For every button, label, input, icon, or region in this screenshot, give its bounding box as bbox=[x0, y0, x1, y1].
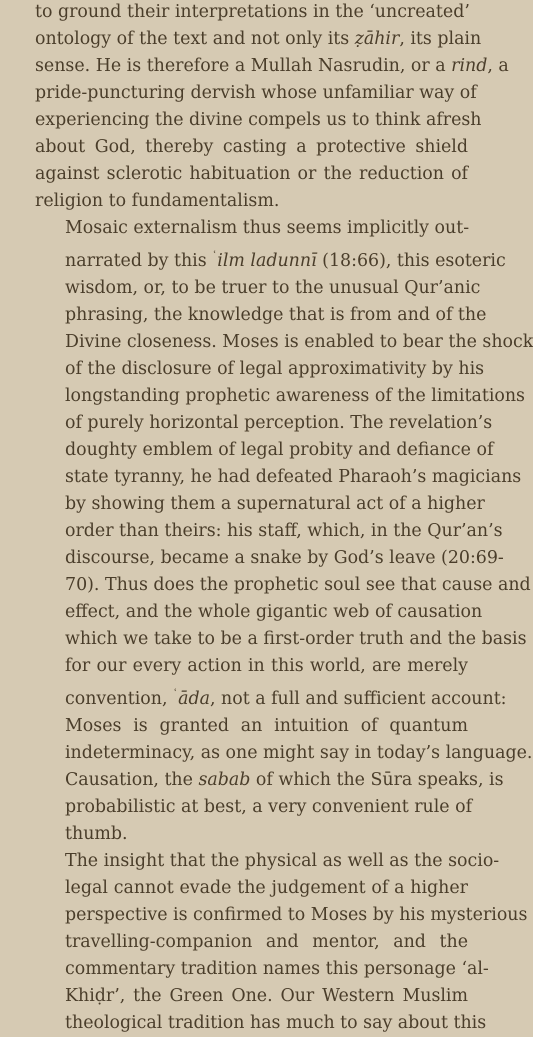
text-line bbox=[35, 545, 504, 572]
text-run: 70). Thus does the prophetic soul see that cause and bbox=[65, 575, 531, 595]
text-line bbox=[35, 767, 504, 794]
text-run: legal cannot evade the judgement of a higher bbox=[65, 878, 468, 898]
text-run: which we take to be a first-order truth and the basis bbox=[65, 629, 527, 649]
text-run: discourse, became a snake by God’s leave (20:69- bbox=[65, 548, 504, 568]
text-line bbox=[35, 848, 500, 875]
text-run: to ground their interpretations in the ‘uncreated’ bbox=[35, 2, 470, 22]
text-run: pride-puncturing dervish whose unfamiliar way of bbox=[35, 83, 477, 103]
text-line bbox=[35, 929, 468, 956]
text-run: convention, bbox=[65, 689, 174, 709]
text-line bbox=[35, 902, 528, 929]
text-line bbox=[35, 383, 525, 410]
text-line bbox=[35, 161, 468, 188]
text-run: , its plain bbox=[399, 29, 482, 49]
text-run: perspective is confirmed to Moses by his mysterious bbox=[65, 905, 528, 925]
text-run: longstanding prophetic awareness of the limitations bbox=[65, 386, 525, 406]
text-run: of purely horizontal perception. The revelation’s bbox=[65, 413, 493, 433]
text-run: of which the Sūra speaks, is bbox=[250, 770, 504, 790]
text-run: of the disclosure of legal approximativity by his bbox=[65, 359, 485, 379]
ayn-mark: ʿ bbox=[174, 688, 178, 699]
text-run: travelling-companion and mentor, and the bbox=[65, 932, 468, 952]
ayn-mark: ʿ bbox=[213, 250, 217, 261]
text-line bbox=[35, 1010, 487, 1037]
text-line bbox=[35, 134, 468, 161]
text-run: , a bbox=[487, 56, 509, 76]
text-run: state tyranny, he had defeated Pharaoh’s magicians bbox=[65, 467, 522, 487]
text-line bbox=[35, 713, 468, 740]
text-run: Mosaic externalism thus seems implicitly out- bbox=[65, 218, 470, 238]
text-run: commentary tradition names this personage ‘al- bbox=[65, 959, 489, 979]
text-line bbox=[35, 464, 522, 491]
text-run: Khiḍr’, the Green One. Our Western Muslim bbox=[65, 986, 468, 1006]
text-run: indeterminacy, as one might say in today’s language. bbox=[65, 743, 533, 763]
text-line bbox=[35, 983, 468, 1010]
text-line bbox=[35, 875, 468, 902]
text-run: against sclerotic habituation or the reduction of bbox=[35, 164, 468, 184]
text-run: phrasing, the knowledge that is from and of the bbox=[65, 305, 487, 325]
text-line bbox=[35, 242, 506, 275]
text-line bbox=[35, 437, 494, 464]
text-line bbox=[35, 794, 473, 821]
text-run: , not a full and sufficient account: bbox=[209, 689, 507, 709]
text-line bbox=[35, 653, 468, 680]
text-run: religion to fundamentalism. bbox=[35, 191, 280, 211]
text-run: (18:66), this esoteric bbox=[316, 251, 506, 271]
text-run: wisdom, or, to be truer to the unusual Qur’anic bbox=[65, 278, 481, 298]
text-run: The insight that the physical as well as the socio- bbox=[65, 851, 500, 871]
text-line bbox=[35, 626, 527, 653]
text-line bbox=[35, 356, 485, 383]
text-line bbox=[35, 572, 531, 599]
text-line bbox=[35, 821, 468, 848]
text-line bbox=[35, 740, 533, 767]
text-line bbox=[35, 107, 482, 134]
text-run: effect, and the whole gigantic web of causation bbox=[65, 602, 483, 622]
italic-term: ẓāhir bbox=[354, 29, 400, 49]
text-line bbox=[35, 410, 493, 437]
text-line bbox=[35, 302, 487, 329]
text-line bbox=[35, 599, 483, 626]
text-run: sense. He is therefore a Mullah Nasrudin, or a bbox=[35, 56, 452, 76]
italic-term: ilm ladunnī bbox=[217, 251, 317, 271]
text-line bbox=[35, 956, 489, 983]
text-run: doughty emblem of legal probity and defiance of bbox=[65, 440, 494, 460]
text-run: probabilistic at best, a very convenient rule of bbox=[65, 797, 473, 817]
text-line bbox=[35, 275, 481, 302]
text-run: theological tradition has much to say about this bbox=[65, 1013, 487, 1033]
text-run: Moses is granted an intuition of quantum bbox=[65, 716, 468, 736]
text-line bbox=[35, 188, 468, 215]
text-line bbox=[35, 26, 482, 53]
text-run: by showing them a supernatural act of a higher bbox=[65, 494, 485, 514]
paragraph-container bbox=[35, 0, 533, 1037]
text-line bbox=[35, 518, 503, 545]
text-line bbox=[35, 80, 477, 107]
text-run: Divine closeness. Moses is enabled to bear the shock bbox=[65, 332, 533, 352]
text-line bbox=[35, 53, 509, 80]
italic-term: āda bbox=[178, 689, 210, 709]
text-run: order than theirs: his staff, which, in the Qur’an’s bbox=[65, 521, 503, 541]
text-line bbox=[35, 0, 468, 26]
text-line bbox=[35, 491, 485, 518]
paragraph bbox=[35, 0, 509, 215]
text-run: ontology of the text and not only its bbox=[35, 29, 355, 49]
italic-term: sabab bbox=[198, 770, 251, 790]
italic-term: rind bbox=[451, 56, 488, 76]
text-run: narrated by this bbox=[65, 251, 213, 271]
text-run: experiencing the divine compels us to think afresh bbox=[35, 110, 482, 130]
text-run: about God, thereby casting a protective shield bbox=[35, 137, 468, 157]
text-line bbox=[35, 680, 507, 713]
text-line bbox=[35, 215, 468, 242]
paragraph bbox=[35, 215, 533, 848]
book-page-text bbox=[35, 0, 533, 1037]
text-run: for our every action in this world, are merely bbox=[65, 656, 468, 676]
text-line bbox=[35, 329, 533, 356]
text-run: thumb. bbox=[65, 824, 128, 844]
text-run: Causation, the bbox=[65, 770, 199, 790]
paragraph bbox=[35, 848, 528, 1037]
